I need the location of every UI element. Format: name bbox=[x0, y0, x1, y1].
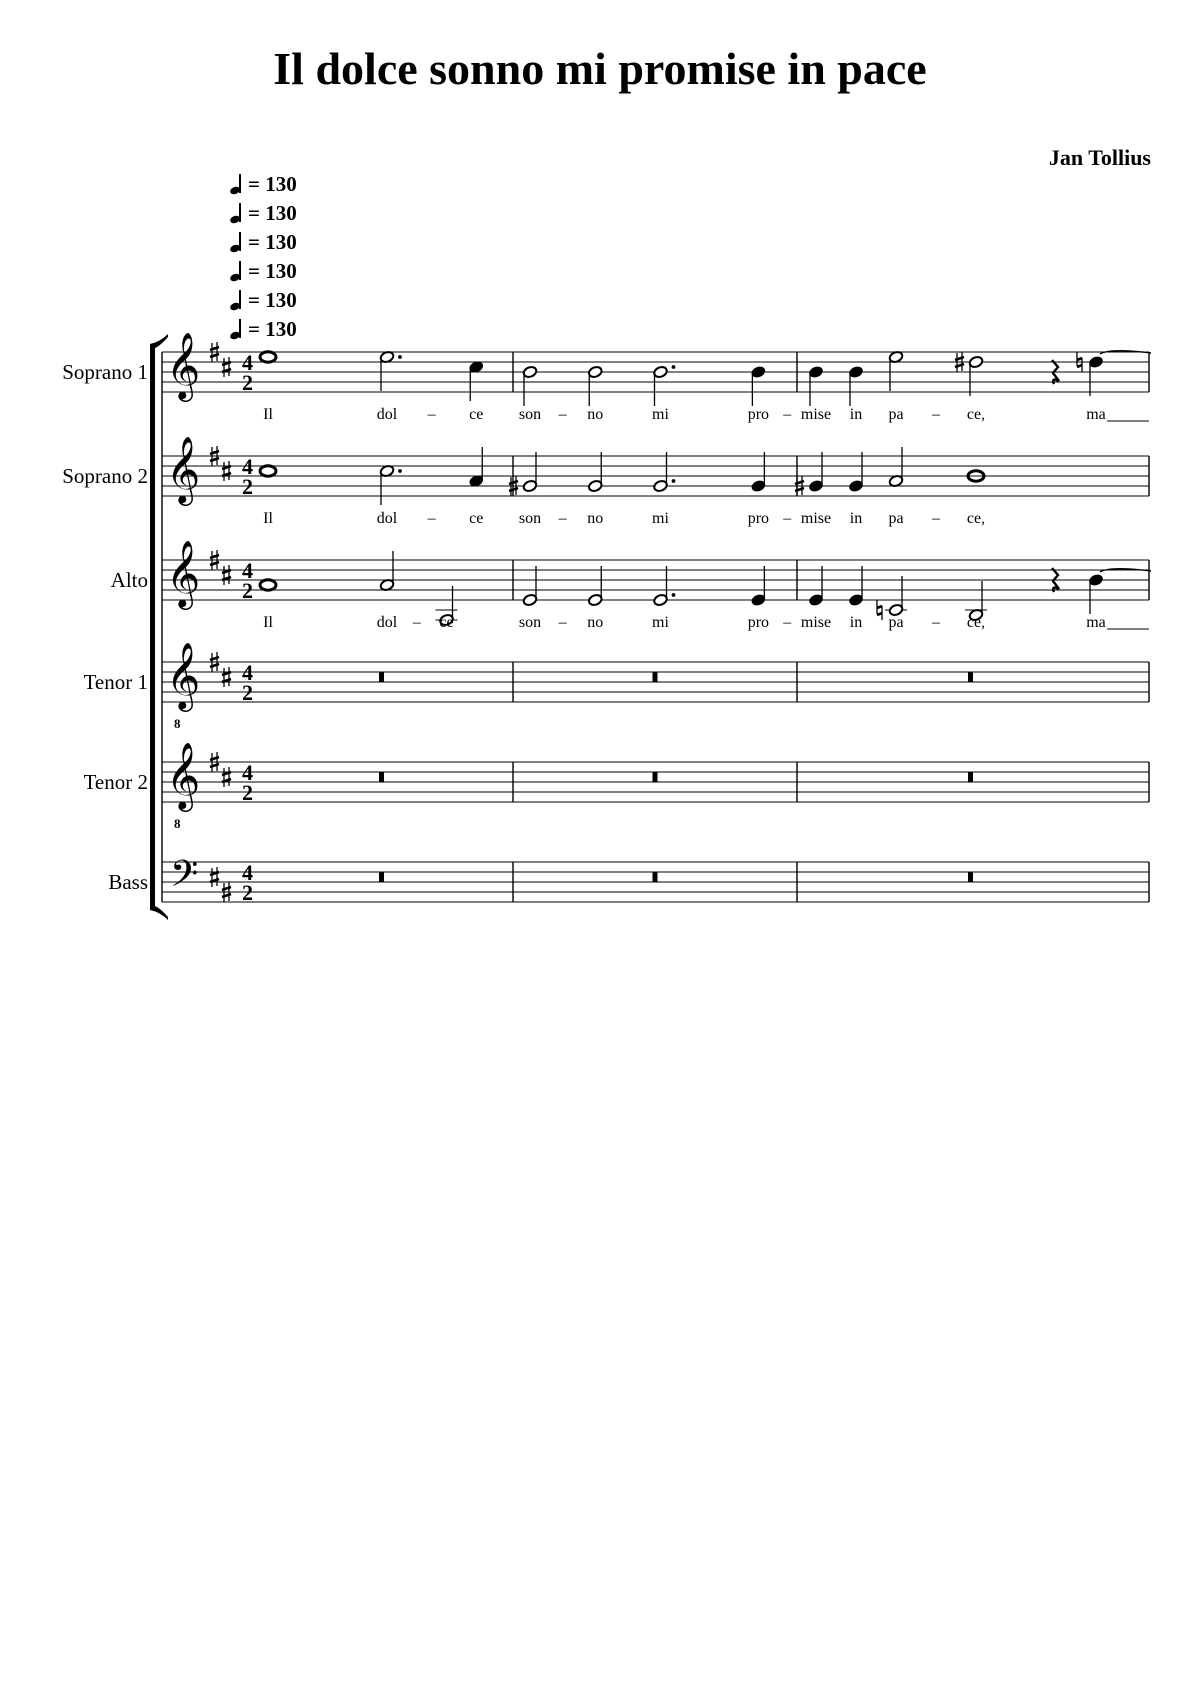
lyric-syllable: in bbox=[849, 510, 863, 527]
lyric-syllable: no bbox=[587, 614, 604, 631]
lyric-syllable: mi bbox=[652, 510, 669, 527]
sharp-icon bbox=[222, 461, 231, 481]
lyrics-line bbox=[263, 614, 1149, 631]
lyric-syllable: Il bbox=[263, 510, 273, 527]
note bbox=[379, 551, 394, 592]
time-signature-denominator: 2 bbox=[242, 780, 253, 805]
lyric-syllable: son bbox=[518, 510, 542, 527]
treble-clef-icon: 𝄞 bbox=[166, 741, 201, 809]
staff-label: Tenor 2 bbox=[83, 770, 148, 794]
note bbox=[653, 566, 676, 607]
note bbox=[522, 566, 537, 607]
lyric-syllable: ce, bbox=[966, 614, 986, 631]
note bbox=[1077, 351, 1151, 396]
lyric-syllable: son bbox=[518, 406, 542, 423]
note bbox=[751, 365, 766, 406]
note bbox=[588, 452, 603, 493]
note bbox=[1088, 569, 1151, 614]
lyric-syllable: pa bbox=[888, 614, 904, 631]
lyric-syllable: in bbox=[849, 614, 863, 631]
note bbox=[848, 452, 863, 493]
lyric-hyphen: – bbox=[932, 406, 940, 423]
lyric-syllable: pro bbox=[747, 614, 770, 631]
sharp-icon bbox=[222, 565, 231, 585]
octave-8-mark: 8 bbox=[174, 716, 181, 731]
note bbox=[888, 447, 903, 488]
sharp-icon bbox=[222, 767, 231, 787]
lyric-syllable: ce bbox=[439, 614, 454, 631]
time-signature-numerator: 4 bbox=[242, 558, 253, 583]
lyric-syllable: ce bbox=[469, 510, 484, 527]
treble-clef-icon: 𝄞 bbox=[166, 331, 201, 399]
tempo-value: = 130 bbox=[248, 172, 297, 196]
breve-rest-icon bbox=[653, 872, 658, 882]
lyric-hyphen: – bbox=[558, 406, 567, 423]
time-signature-numerator: 4 bbox=[242, 660, 253, 685]
note bbox=[588, 365, 603, 406]
augmentation-dot bbox=[672, 593, 676, 597]
lyric-syllable: no bbox=[587, 406, 604, 423]
tempo-value: = 130 bbox=[248, 201, 297, 225]
lyric-hyphen: – bbox=[783, 406, 792, 423]
time-signature-numerator: 4 bbox=[242, 860, 253, 885]
lyric-syllable: Il bbox=[263, 406, 273, 423]
time-signature-denominator: 2 bbox=[242, 880, 253, 905]
lyric-syllable: mise bbox=[800, 510, 832, 527]
augmentation-dot bbox=[672, 365, 676, 369]
breve-rest-icon bbox=[968, 672, 973, 682]
bass-clef-icon: 𝄢 bbox=[170, 853, 199, 904]
staff-label: Soprano 1 bbox=[62, 360, 148, 384]
note bbox=[751, 566, 766, 607]
notehead bbox=[260, 466, 276, 476]
staff bbox=[162, 741, 1149, 831]
staff-label: Soprano 2 bbox=[62, 464, 148, 488]
lyric-syllable: mi bbox=[652, 614, 669, 631]
time-signature-denominator: 2 bbox=[242, 578, 253, 603]
lyric-hyphen: – bbox=[427, 510, 436, 527]
staff-label: Alto bbox=[110, 568, 148, 592]
note bbox=[888, 350, 903, 391]
lyric-hyphen: – bbox=[932, 614, 940, 631]
lyric-hyphen: – bbox=[412, 614, 421, 631]
treble-clef-icon: 𝄞 bbox=[166, 435, 201, 503]
staff-label: Bass bbox=[108, 870, 148, 894]
tempo-value: = 130 bbox=[248, 317, 297, 341]
note bbox=[379, 350, 402, 391]
breve-rest-icon bbox=[379, 672, 384, 682]
lyric-syllable: mi bbox=[652, 406, 669, 423]
staff bbox=[162, 435, 1149, 527]
time-signature-denominator: 2 bbox=[242, 370, 253, 395]
note bbox=[260, 466, 276, 476]
treble-clef-icon: 𝄞 bbox=[166, 539, 201, 607]
note bbox=[653, 452, 676, 493]
breve-rest-icon bbox=[968, 772, 973, 782]
notehead bbox=[260, 352, 276, 362]
note bbox=[260, 580, 276, 590]
breve-rest-icon bbox=[379, 872, 384, 882]
time-signature-numerator: 4 bbox=[242, 350, 253, 375]
note bbox=[469, 447, 484, 488]
note bbox=[469, 360, 484, 401]
note bbox=[795, 452, 824, 496]
tempo-value: = 130 bbox=[248, 259, 297, 283]
augmentation-dot bbox=[398, 469, 402, 473]
note bbox=[808, 365, 823, 406]
time-signature-denominator: 2 bbox=[242, 474, 253, 499]
breve-rest-icon bbox=[653, 772, 658, 782]
lyric-syllable: ce, bbox=[966, 510, 986, 527]
system-bracket bbox=[150, 344, 155, 910]
breve-rest-icon bbox=[379, 772, 384, 782]
lyric-syllable: pa bbox=[888, 510, 904, 527]
staff-label: Tenor 1 bbox=[83, 670, 148, 694]
lyric-hyphen: – bbox=[783, 614, 792, 631]
note bbox=[588, 566, 603, 607]
note bbox=[955, 352, 984, 396]
treble-clef-icon: 𝄞 bbox=[166, 641, 201, 709]
lyric-syllable: in bbox=[849, 406, 863, 423]
time-signature-numerator: 4 bbox=[242, 454, 253, 479]
sharp-icon bbox=[222, 357, 231, 377]
lyric-syllable: pro bbox=[747, 510, 770, 527]
note bbox=[848, 566, 863, 607]
bracket-bottom-hook bbox=[150, 906, 168, 920]
note bbox=[260, 352, 276, 362]
natural-icon bbox=[877, 600, 882, 620]
lyric-hyphen: – bbox=[932, 510, 940, 527]
note bbox=[522, 365, 537, 406]
lyric-hyphen: – bbox=[427, 406, 436, 423]
lyric-syllable: dol bbox=[376, 406, 398, 423]
lyric-syllable: Il bbox=[263, 614, 273, 631]
composer-name: Jan Tollius bbox=[1048, 145, 1151, 170]
staff bbox=[162, 641, 1149, 731]
note bbox=[751, 452, 766, 493]
lyric-hyphen: – bbox=[558, 614, 567, 631]
lyric-syllable: dol bbox=[376, 510, 398, 527]
staff bbox=[162, 331, 1151, 423]
lyric-syllable: pa bbox=[888, 406, 904, 423]
breve-rest-icon bbox=[968, 872, 973, 882]
lyric-syllable: dol bbox=[376, 614, 398, 631]
note bbox=[379, 464, 402, 505]
lyric-syllable: mise bbox=[800, 406, 832, 423]
sharp-icon bbox=[210, 867, 219, 887]
augmentation-dot bbox=[398, 355, 402, 359]
lyric-syllable: ma bbox=[1086, 406, 1106, 423]
lyric-syllable: no bbox=[587, 510, 604, 527]
notehead bbox=[260, 580, 276, 590]
lyric-syllable: ce bbox=[469, 406, 484, 423]
lyrics-line bbox=[263, 406, 1149, 423]
breve-rest-icon bbox=[653, 672, 658, 682]
note bbox=[808, 566, 823, 607]
lyric-syllable: pro bbox=[747, 406, 770, 423]
lyric-syllable: mise bbox=[800, 614, 832, 631]
octave-8-mark: 8 bbox=[174, 816, 181, 831]
score-title: Il dolce sonno mi promise in pace bbox=[273, 43, 927, 94]
lyric-syllable: ma bbox=[1086, 614, 1106, 631]
augmentation-dot bbox=[672, 479, 676, 483]
lyric-syllable: son bbox=[518, 614, 542, 631]
sharp-icon bbox=[222, 667, 231, 687]
time-signature-numerator: 4 bbox=[242, 760, 253, 785]
staff bbox=[162, 539, 1151, 631]
lyric-syllable: ce, bbox=[966, 406, 986, 423]
note bbox=[653, 365, 676, 406]
time-signature-denominator: 2 bbox=[242, 680, 253, 705]
tempo-value: = 130 bbox=[248, 230, 297, 254]
lyric-hyphen: – bbox=[558, 510, 567, 527]
tempo-value: = 130 bbox=[248, 288, 297, 312]
lyric-hyphen: – bbox=[783, 510, 792, 527]
staff bbox=[162, 853, 1149, 905]
lyrics-line bbox=[263, 510, 985, 527]
note bbox=[848, 365, 863, 406]
